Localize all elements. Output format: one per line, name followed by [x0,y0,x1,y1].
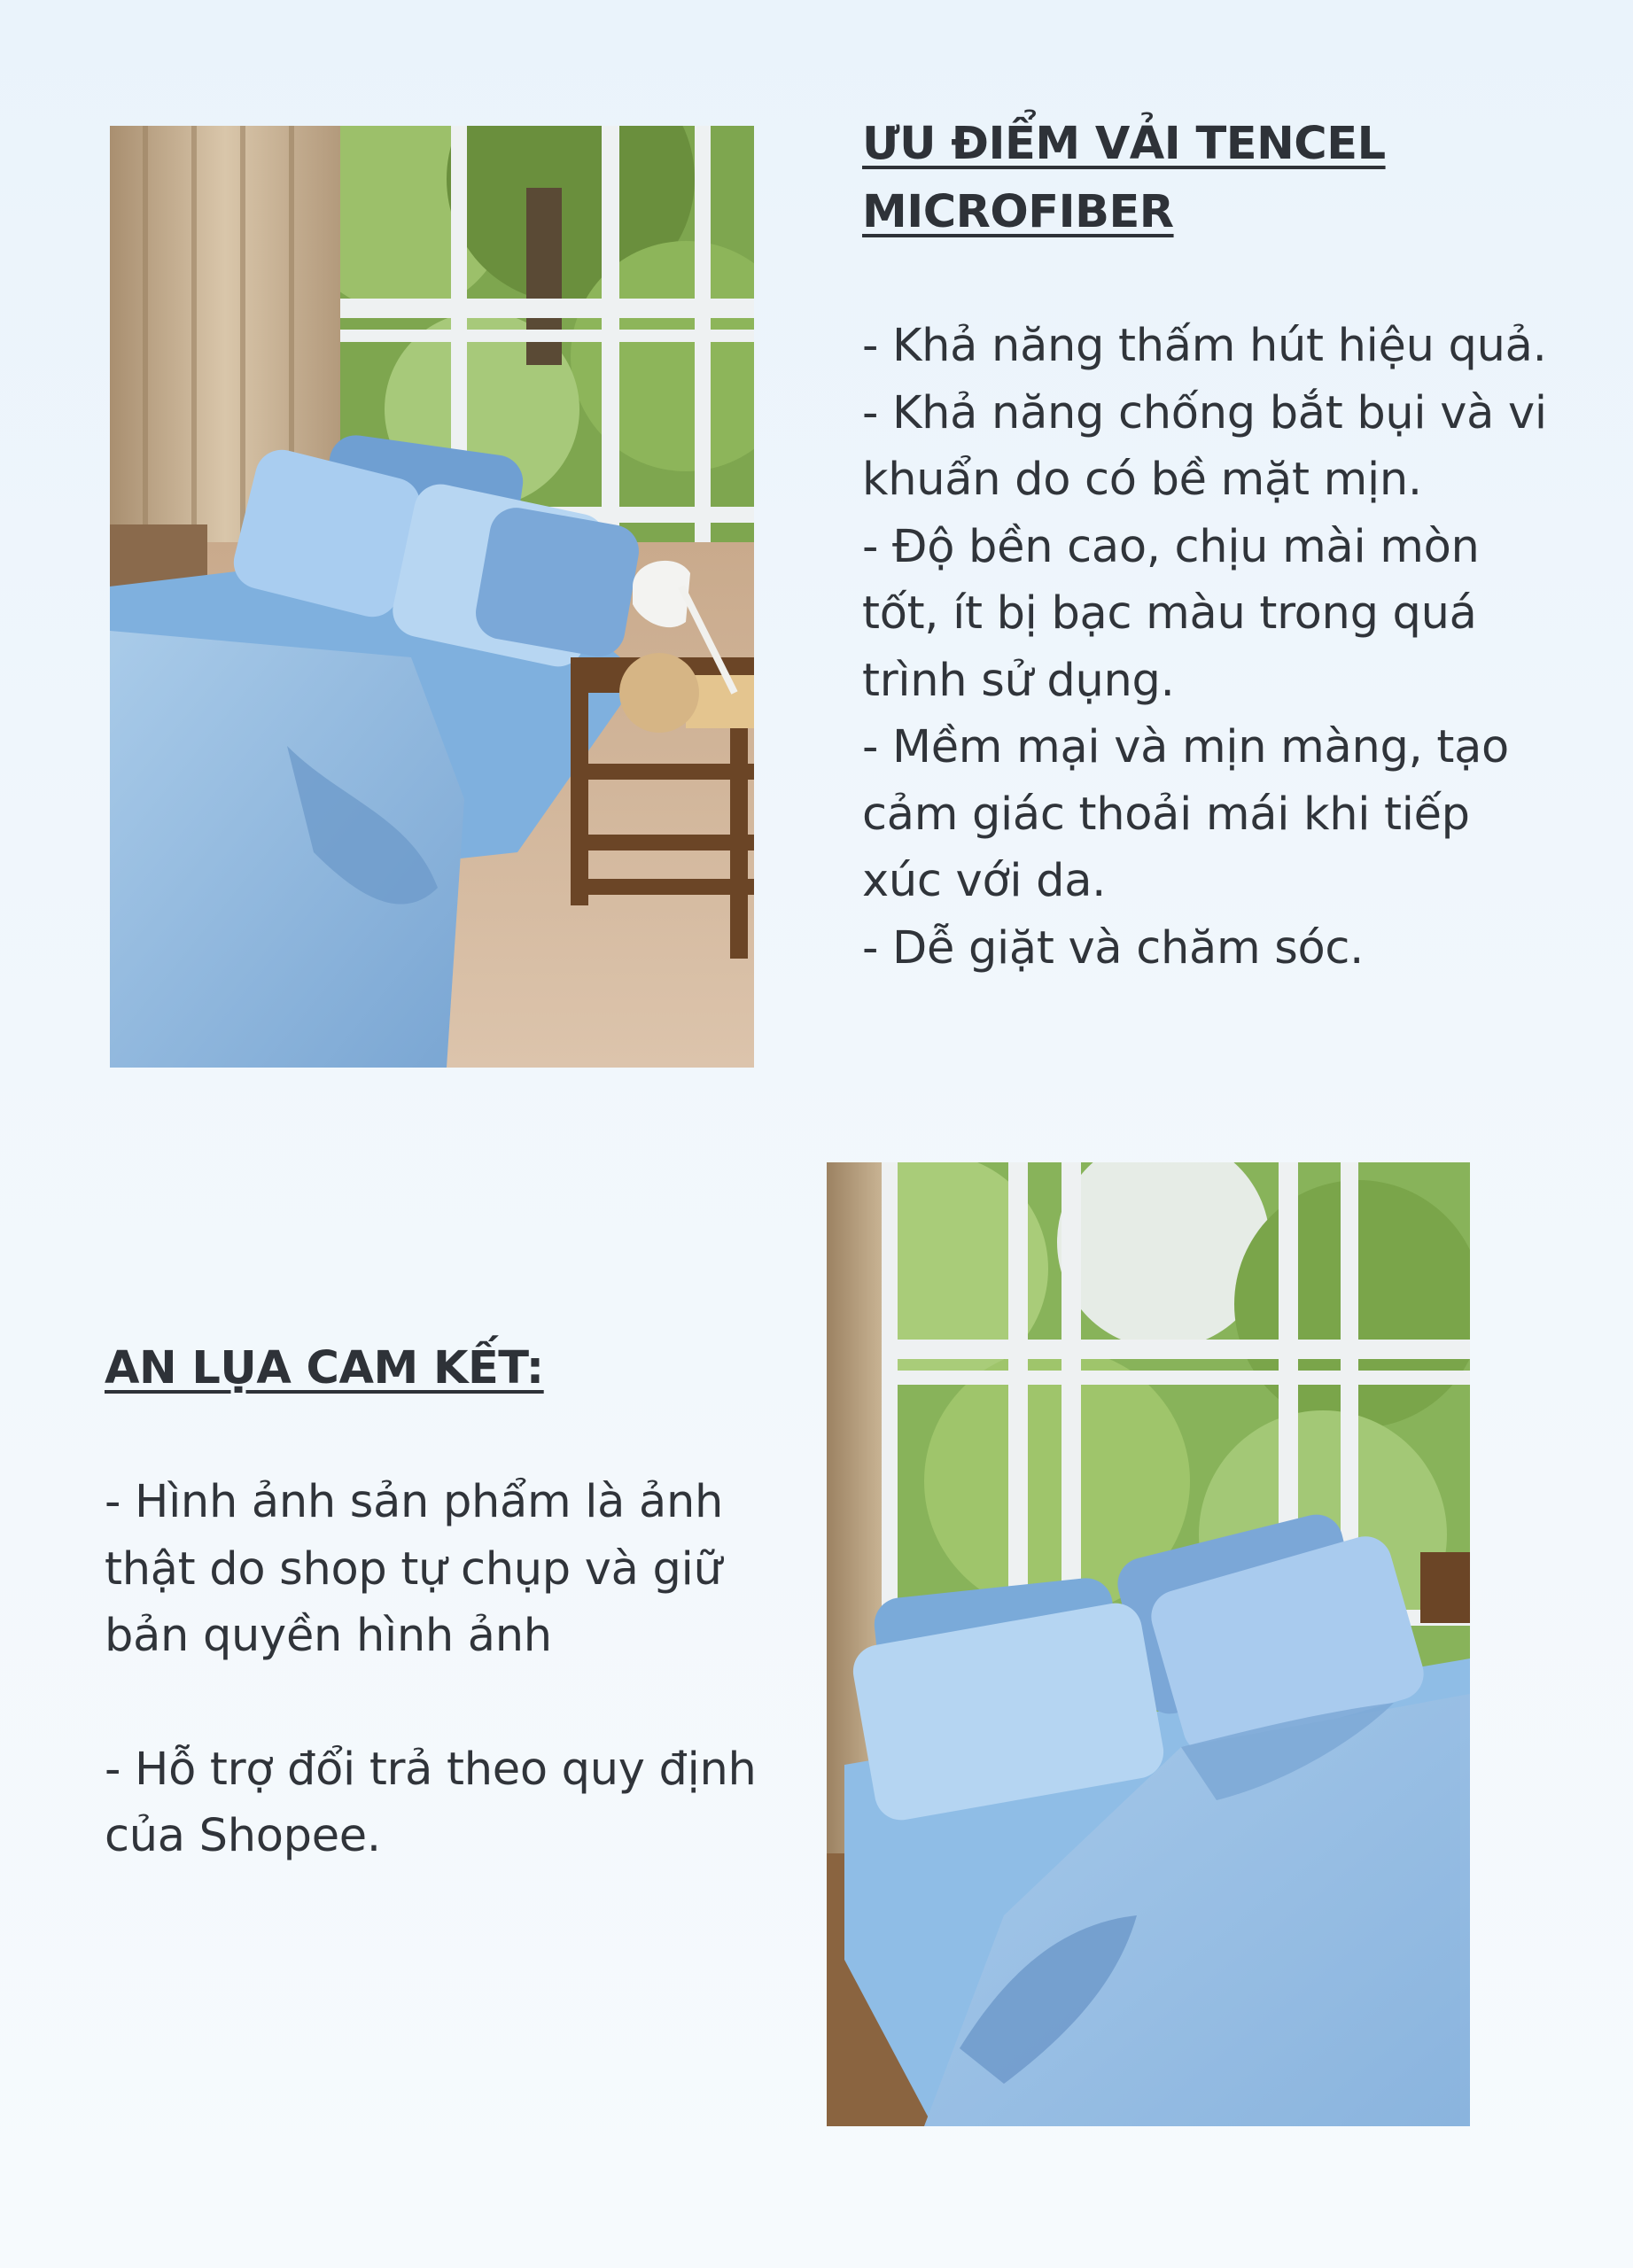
commitment-list [105,1469,778,1870]
advantages-title: ƯU ĐIỂM VẢI TENCEL MICROFIBER [862,118,1386,238]
advantages-section [862,110,1553,982]
advantage-item: - Mềm mại và mịn màng, tạo cảm giác thoải mái khi tiếp xúc với da. [862,721,1509,907]
commitment-item: - Hình ảnh sản phẩm là ảnh thật do shop tự chụp và giữ bản quyền hình ảnh [105,1476,724,1662]
advantage-item: - Khả năng thấm hút hiệu quả. [862,320,1547,372]
advantage-item: - Dễ giặt và chăm sóc. [862,921,1365,975]
advantage-item: - Độ bền cao, chịu mài mòn tốt, ít bị bạc màu trong quá trình sử dụng. [862,520,1480,707]
commitment-section [105,1334,778,1870]
advantage-item: - Khả năng chống bắt bụi và vi khuẩn do có bề mặt mịn. [862,386,1547,506]
bedroom-photo-top [110,126,754,1068]
bedroom-photo-bottom [827,1162,1470,2126]
commitment-title: AN LỤA CAM KẾT: [105,1342,544,1394]
advantages-list [862,313,1553,982]
commitment-item: - Hỗ trợ đổi trả theo quy định của Shopee. [105,1743,757,1862]
